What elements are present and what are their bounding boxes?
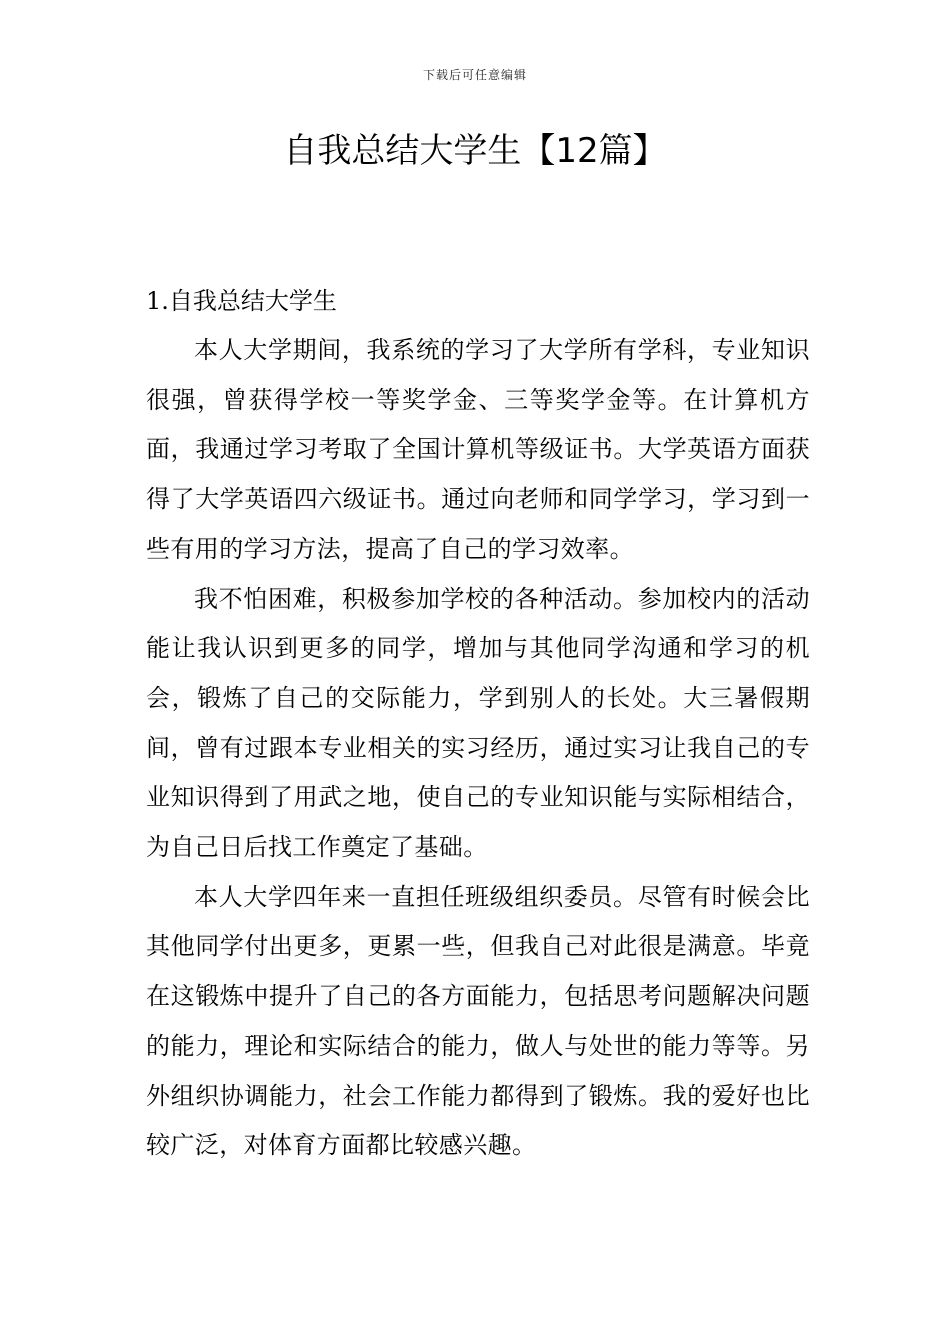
header-note: 下载后可任意编辑	[422, 68, 527, 82]
section-heading: 1.自我总结大学生	[146, 287, 337, 315]
paragraph-2: 我不怕困难，积极参加学校的各种活动。参加校内的活动能让我认识到更多的同学，增加与其他同学沟通和学习的机会，锻炼了自己的交际能力，学到别人的长处。大三暑假期间，曾有过跟本专业相关的实习经历，通过实习让我自己的专业知识得到了用武之地，使自己的专业知识能与实际相结合，为自己日后找工作奠定了基础。	[146, 584, 810, 862]
paragraph-1: 本人大学期间，我系统的学习了大学所有学科，专业知识很强，曾获得学校一等奖学金、三等奖学金等。在计算机方面，我通过学习考取了全国计算机等级证书。大学英语方面获得了大学英语四六级证书。通过向老师和同学学习，学习到一些有用的学习方法，提高了自己的学习效率。	[146, 336, 810, 563]
paragraph-3: 本人大学四年来一直担任班级组织委员。尽管有时候会比其他同学付出更多，更累一些，但我自己对此很是满意。毕竟在这锻炼中提升了自己的各方面能力，包括思考问题解决问题的能力，理论和实际结合的能力，做人与处世的能力等等。另外组织协调能力，社会工作能力都得到了锻炼。我的爱好也比较广泛，对体育方面都比较感兴趣。	[146, 882, 810, 1160]
document-title: 自我总结大学生【12篇】	[283, 131, 667, 171]
document-body	[146, 276, 810, 1171]
